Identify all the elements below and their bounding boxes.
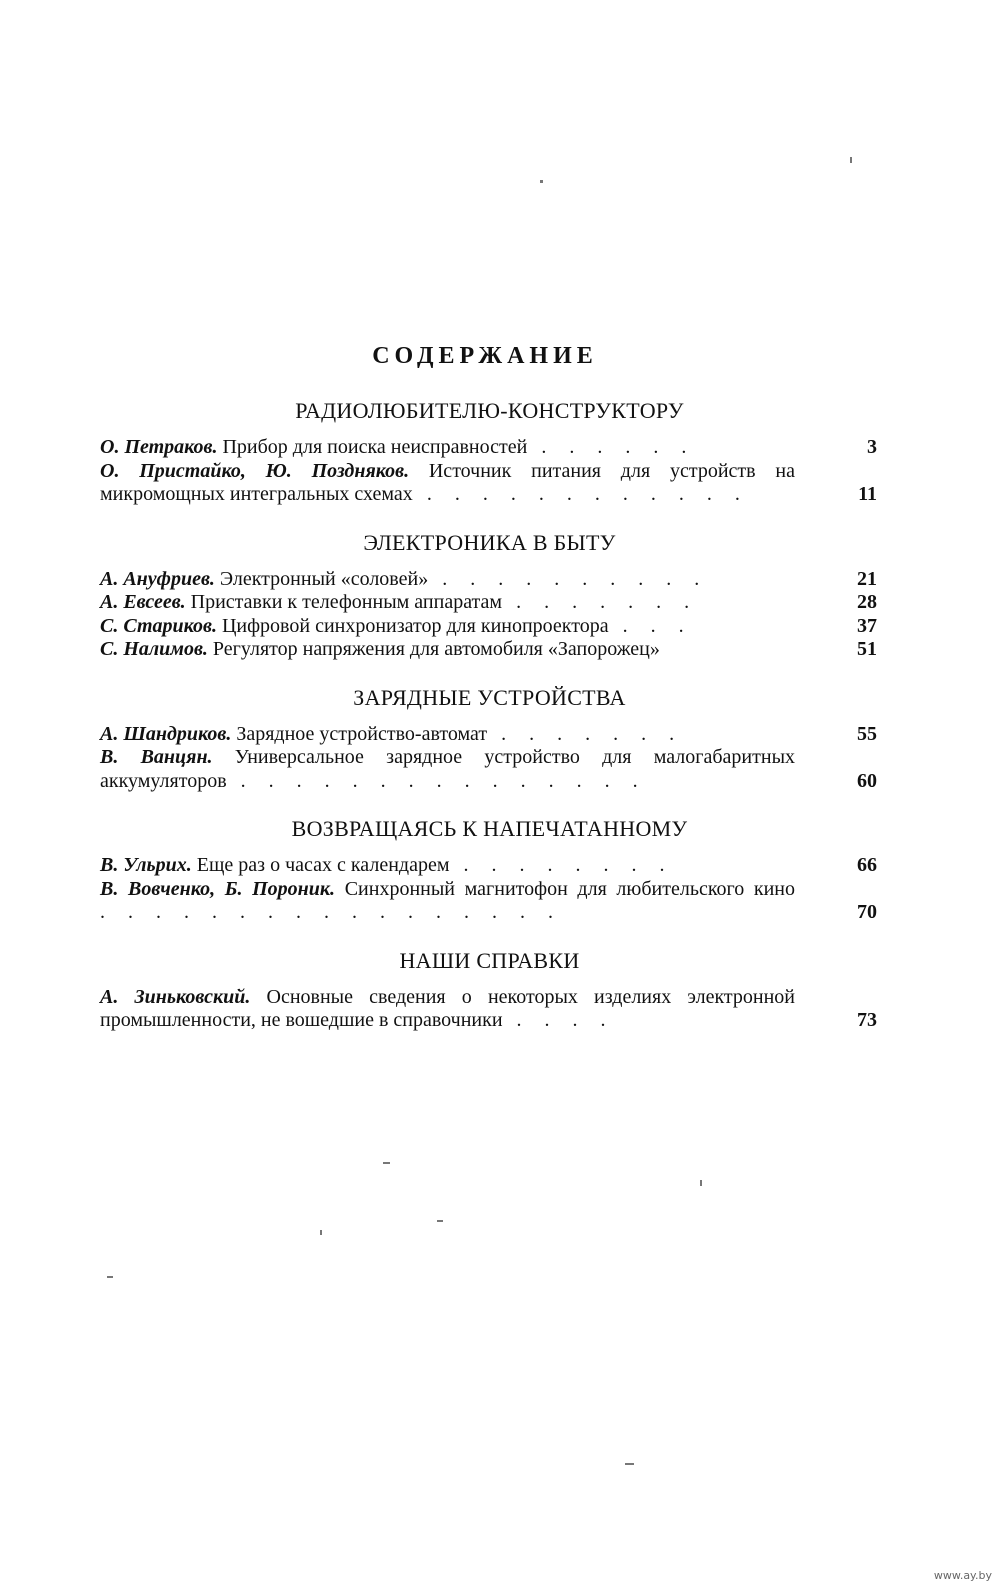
entry-author: О. Петраков. bbox=[100, 436, 218, 458]
toc-entry bbox=[100, 591, 885, 615]
leader-dots: . . . . . . . . . . . . . . . . . bbox=[100, 901, 562, 923]
entry-title: Приставки к телефонным аппаратам bbox=[185, 591, 503, 613]
toc-section bbox=[100, 398, 885, 507]
leader-dots: . . . . . . . . bbox=[449, 854, 674, 876]
entry-page-number: 70 bbox=[857, 901, 877, 923]
page-title: СОДЕРЖАНИЕ bbox=[372, 343, 598, 369]
toc-entry bbox=[100, 723, 885, 747]
scan-speck bbox=[320, 1230, 322, 1235]
entry-page-number: 3 bbox=[867, 436, 877, 458]
section-heading: НАШИ СПРАВКИ bbox=[399, 947, 580, 973]
scan-speck bbox=[625, 1463, 634, 1465]
table-of-contents bbox=[100, 398, 885, 1033]
toc-entry bbox=[100, 436, 885, 460]
entry-title: Зарядное устройство-автомат bbox=[231, 722, 488, 745]
toc-entry bbox=[100, 878, 885, 925]
entry-page-number: 73 bbox=[857, 1009, 877, 1031]
entry-author: А. Зиньковский. bbox=[100, 985, 251, 1008]
scan-speck bbox=[540, 180, 543, 183]
entry-author: О. Пристайко, Ю. Поздняков. bbox=[100, 459, 410, 482]
entry-title: Синхронный магнитофон для любительского кино bbox=[335, 877, 796, 900]
leader-dots: . . . . . . . . . . . . . . . bbox=[226, 769, 647, 792]
scan-speck bbox=[437, 1220, 443, 1222]
toc-section bbox=[100, 685, 885, 794]
entry-author: С. Налимов. bbox=[100, 638, 208, 660]
scan-speck bbox=[700, 1180, 702, 1186]
entry-title: Регулятор напряжения для автомобиля «Запорожец» bbox=[207, 638, 660, 660]
entry-title: Электронный «соловей» bbox=[214, 567, 429, 590]
toc-entry bbox=[100, 638, 885, 662]
section-heading: ВОЗВРАЩАЯСЬ К НАПЕЧАТАННОМУ bbox=[291, 816, 688, 841]
entry-author: А. Евсеев. bbox=[100, 591, 186, 613]
scan-speck bbox=[383, 1162, 390, 1164]
leader-dots: . . . . . . . . . . . . bbox=[412, 483, 749, 505]
entry-author: В. Ванцян. bbox=[100, 746, 213, 768]
toc-section bbox=[100, 530, 885, 662]
entry-title: Еще раз о часах с календарем bbox=[191, 854, 450, 876]
watermark: www.ay.by bbox=[933, 1569, 992, 1582]
entry-page-number: 28 bbox=[857, 591, 877, 613]
leader-dots: . . . bbox=[608, 614, 693, 637]
entry-title: Универсальное зарядное устройство для малогабаритных аккумуляторов bbox=[100, 746, 796, 792]
entry-title: Основные сведения о некоторых изделиях электронной промышленности, не вошедшие в справочники bbox=[100, 985, 795, 1031]
toc-entry bbox=[100, 615, 885, 639]
leader-dots: . . . . . . . . . . bbox=[428, 567, 709, 590]
entry-page-number: 60 bbox=[857, 769, 877, 792]
section-heading: РАДИОЛЮБИТЕЛЮ-КОНСТРУКТОРУ bbox=[295, 398, 684, 423]
leader-dots: . . . . bbox=[502, 1009, 615, 1031]
entry-page-number: 51 bbox=[857, 638, 877, 660]
scan-speck bbox=[107, 1276, 113, 1278]
entry-title: Прибор для поиска неисправностей bbox=[217, 436, 528, 458]
toc-section bbox=[100, 816, 885, 925]
scan-speck bbox=[850, 157, 852, 163]
toc-entry bbox=[100, 568, 885, 592]
toc-entry bbox=[100, 746, 885, 793]
entry-page-number: 21 bbox=[857, 567, 877, 590]
entry-page-number: 11 bbox=[858, 483, 877, 505]
toc-entry bbox=[100, 854, 885, 878]
leader-dots: . . . . . . . bbox=[487, 722, 684, 745]
section-heading: ЭЛЕКТРОНИКА В БЫТУ bbox=[363, 529, 616, 555]
entry-page-number: 37 bbox=[857, 614, 877, 637]
entry-page-number: 55 bbox=[857, 722, 877, 745]
entry-author: В. Ульрих. bbox=[100, 854, 192, 876]
entry-author: А. Ануфриев. bbox=[100, 567, 215, 590]
entry-author: А. Шандриков. bbox=[100, 722, 232, 745]
toc-entry bbox=[100, 986, 885, 1033]
toc-section bbox=[100, 948, 885, 1033]
entry-author: С. Стариков. bbox=[100, 614, 217, 637]
entry-title: Цифровой синхронизатор для кинопроектора bbox=[216, 614, 609, 637]
entry-author: В. Вовченко, Б. Пороник. bbox=[100, 877, 336, 900]
entry-page-number: 66 bbox=[857, 854, 877, 876]
leader-dots: . . . . . . . bbox=[502, 591, 699, 613]
section-heading: ЗАРЯДНЫЕ УСТРОЙСТВА bbox=[353, 684, 626, 710]
leader-dots: . . . . . . bbox=[527, 436, 696, 458]
entry-title: Источник питания для устройств на микромощных интегральных схемах bbox=[100, 459, 795, 505]
toc-entry bbox=[100, 460, 885, 507]
